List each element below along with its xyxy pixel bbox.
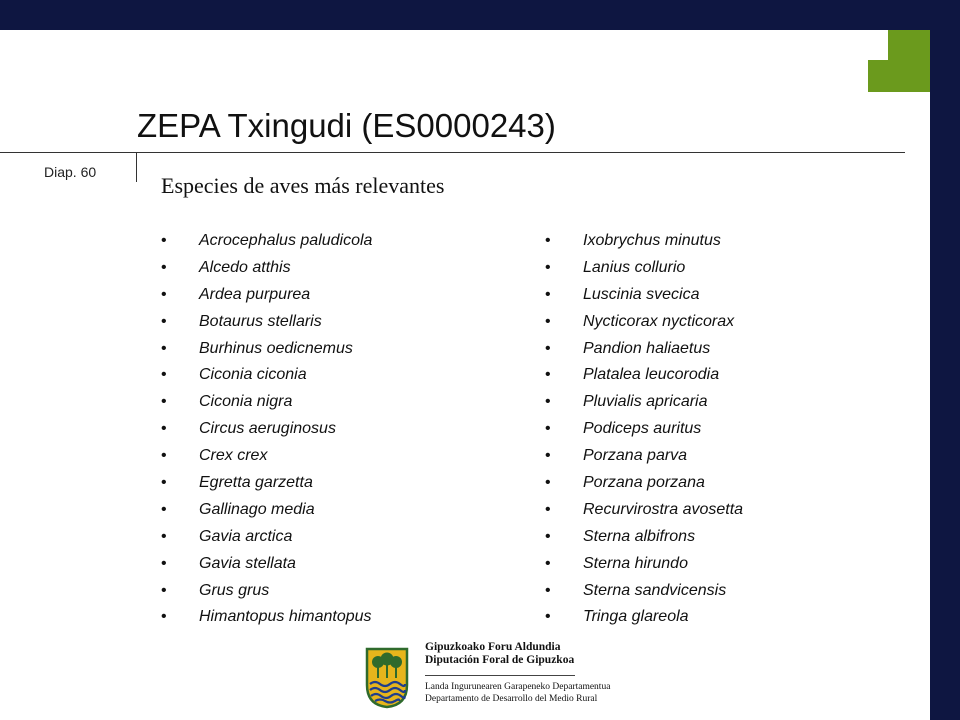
logo-line-spanish: Diputación Foral de Gipuzkoa [425,654,575,666]
species-name: Ixobrychus minutus [583,232,721,249]
species-name: Botaurus stellaris [199,312,322,330]
bullet-icon: • [161,447,167,465]
bullet-icon: • [161,500,167,518]
bullet-icon: • [545,393,551,411]
coat-of-arms-icon [365,647,409,709]
species-name: Burhinus oedicnemus [199,339,353,357]
bullet-icon: • [545,285,551,303]
bullet-icon: • [161,339,167,357]
bullet-icon: • [545,258,551,276]
logo-dept-spanish: Departamento de Desarrollo del Medio Rural [425,694,598,704]
bullet-icon: • [545,527,551,545]
species-name: Nycticorax nycticorax [583,312,735,330]
bullet-icon: • [545,366,551,384]
species-name: Gallinago media [199,500,315,518]
section-subtitle: Especies de aves más relevantes [161,173,445,198]
species-name: Platalea leucorodia [583,366,720,384]
logo-dept-basque: Landa Ingurunearen Garapeneko Departamentua [425,682,611,692]
species-name: Acrocephalus paludicola [199,232,373,249]
bullet-icon: • [161,474,167,492]
logo-separator [425,675,575,676]
species-name: Podiceps auritus [583,420,702,438]
species-name: Gavia arctica [199,527,293,545]
bullet-icon: • [161,285,167,303]
bullet-icon: • [161,420,167,438]
green-block-notch [868,30,888,60]
species-name: Alcedo atthis [199,258,291,276]
bullet-icon: • [161,527,167,545]
species-name: Lanius collurio [583,258,686,276]
bullet-icon: • [161,258,167,276]
bullet-icon: • [545,608,551,626]
bullet-icon: • [545,420,551,438]
bullet-icon: • [161,312,167,330]
species-name: Porzana porzana [583,474,705,492]
species-name: Tringa glareola [583,608,689,626]
bullet-icon: • [161,393,167,411]
bullet-icon: • [545,339,551,357]
bullet-icon: • [161,554,167,572]
bullet-icon: • [545,232,551,249]
institution-logo-text [425,641,610,705]
species-name: Circus aeruginosus [199,420,336,438]
species-name: Sterna hirundo [583,554,688,572]
bullet-icon: • [545,447,551,465]
species-name: Egretta garzetta [199,474,313,492]
bullet-icon: • [161,366,167,384]
species-name: Gavia stellata [199,554,296,572]
species-name: Himantopus himantopus [199,608,372,626]
species-name: Recurvirostra avosetta [583,500,744,518]
bullet-icon: • [161,232,167,249]
species-name: Pandion haliaetus [583,339,711,357]
bullet-icon: • [545,554,551,572]
species-name: Porzana parva [583,447,688,465]
bullet-icon: • [161,581,167,599]
species-name: Crex crex [199,447,268,465]
top-navy-bar [0,0,960,30]
logo-line-basque: Gipuzkoako Foru Aldundia [425,641,561,653]
slide-number: Diap. 60 [44,164,97,180]
bullet-icon: • [545,500,551,518]
bullet-icon: • [545,312,551,330]
species-name: Sterna sandvicensis [583,581,727,599]
slide-title: ZEPA Txingudi (ES0000243) [137,107,556,144]
species-name: Sterna albifrons [583,527,696,545]
bullet-icon: • [545,581,551,599]
right-navy-bar [930,0,960,720]
slide-number-divider [136,152,137,182]
species-name: Ciconia nigra [199,393,293,411]
species-name: Ciconia ciconia [199,366,307,384]
species-name: Luscinia svecica [583,285,700,303]
species-name: Pluvialis apricaria [583,393,708,411]
bullet-icon: • [161,608,167,626]
species-name: Grus grus [199,581,270,599]
bullet-icon: • [545,474,551,492]
species-name: Ardea purpurea [199,285,311,303]
